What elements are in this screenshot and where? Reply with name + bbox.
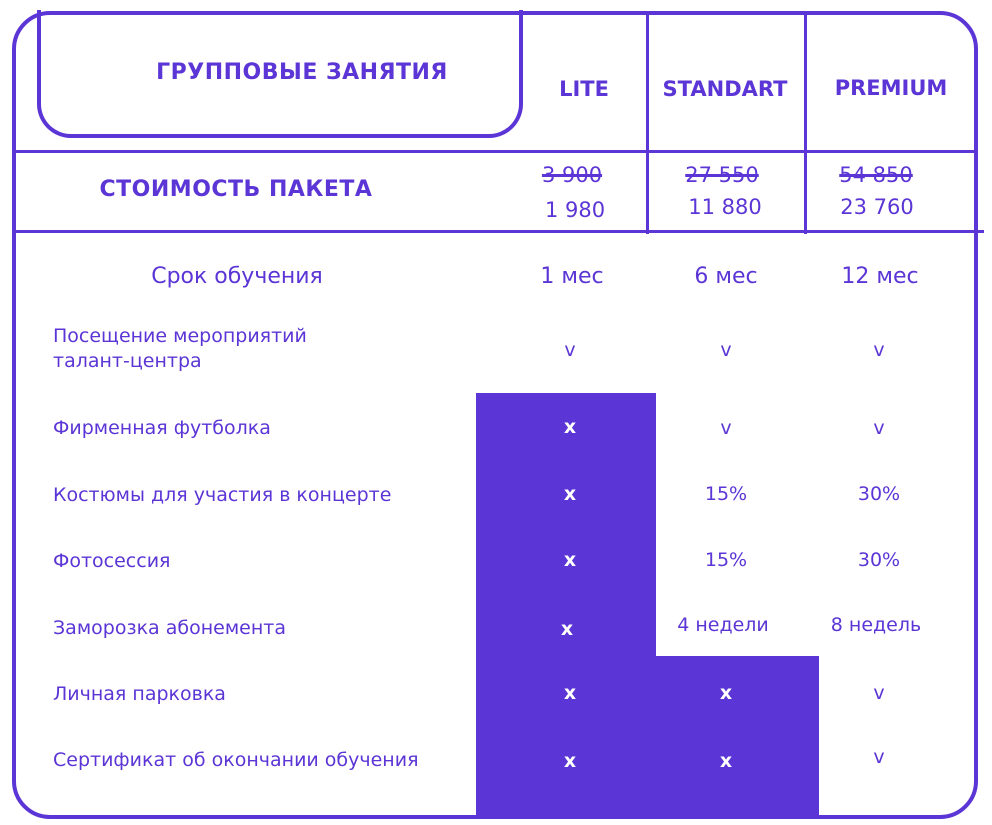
cell-events-lite: v <box>564 339 576 361</box>
cell-certificate-premium: v <box>873 746 885 768</box>
duration-label: Срок обучения <box>151 264 323 289</box>
price-label: СТОИМОСТЬ ПАКЕТА <box>99 177 373 202</box>
page-title: ГРУППОВЫЕ ЗАНЯТИЯ <box>156 60 448 85</box>
price-new-premium: 23 760 <box>840 195 914 219</box>
col-divider-1 <box>646 12 649 234</box>
cell-costumes-premium: 30% <box>857 483 901 505</box>
column-standart: STANDART <box>662 77 788 101</box>
column-lite: LITE <box>559 77 609 101</box>
price-new-lite: 1 980 <box>544 198 606 222</box>
cell-costumes-lite: x <box>563 483 577 505</box>
row-label-photosession: Фотосессия <box>53 550 171 572</box>
duration-lite: 1 мес <box>540 264 604 289</box>
cell-photosession-standart: 15% <box>704 549 748 571</box>
cell-freeze-standart: 4 недели <box>677 614 769 636</box>
cell-freeze-lite: x <box>560 618 574 640</box>
cell-certificate-lite: x <box>563 750 577 772</box>
price-old-premium: 54 850 <box>839 163 913 187</box>
cell-tshirt-standart: v <box>720 417 732 439</box>
row-label-events <box>53 324 307 374</box>
row-label-tshirt: Фирменная футболка <box>53 417 271 439</box>
header-divider <box>12 150 978 153</box>
price-divider <box>12 230 984 233</box>
cell-tshirt-lite: x <box>563 416 577 438</box>
col-divider-2 <box>804 12 807 234</box>
row-label-certificate: Сертификат об окончании обучения <box>53 749 419 771</box>
row-label-freeze: Заморозка абонемента <box>53 617 286 639</box>
cell-parking-premium: v <box>873 682 885 704</box>
row-label-events-line2: талант-центра <box>53 350 202 372</box>
standart-excluded-block <box>656 656 819 817</box>
cell-parking-standart: x <box>719 682 733 704</box>
column-premium: PREMIUM <box>834 76 948 100</box>
cell-certificate-standart: x <box>719 750 733 772</box>
cell-costumes-standart: 15% <box>704 483 748 505</box>
cell-tshirt-premium: v <box>873 417 885 439</box>
cell-events-standart: v <box>720 339 732 361</box>
row-label-parking: Личная парковка <box>53 683 226 705</box>
duration-premium: 12 мес <box>841 264 919 289</box>
row-label-costumes: Костюмы для участия в концерте <box>53 484 392 506</box>
row-label-events-line1: Посещение мероприятий <box>53 325 307 347</box>
cell-photosession-lite: x <box>563 549 577 571</box>
price-old-standart: 27 550 <box>685 163 759 187</box>
duration-standart: 6 мес <box>694 264 758 289</box>
cell-photosession-premium: 30% <box>857 549 901 571</box>
price-new-standart: 11 880 <box>688 195 762 219</box>
cell-events-premium: v <box>873 339 885 361</box>
cell-freeze-premium: 8 недель <box>830 614 922 636</box>
price-old-lite: 3 900 <box>541 163 603 187</box>
cell-parking-lite: x <box>563 682 577 704</box>
